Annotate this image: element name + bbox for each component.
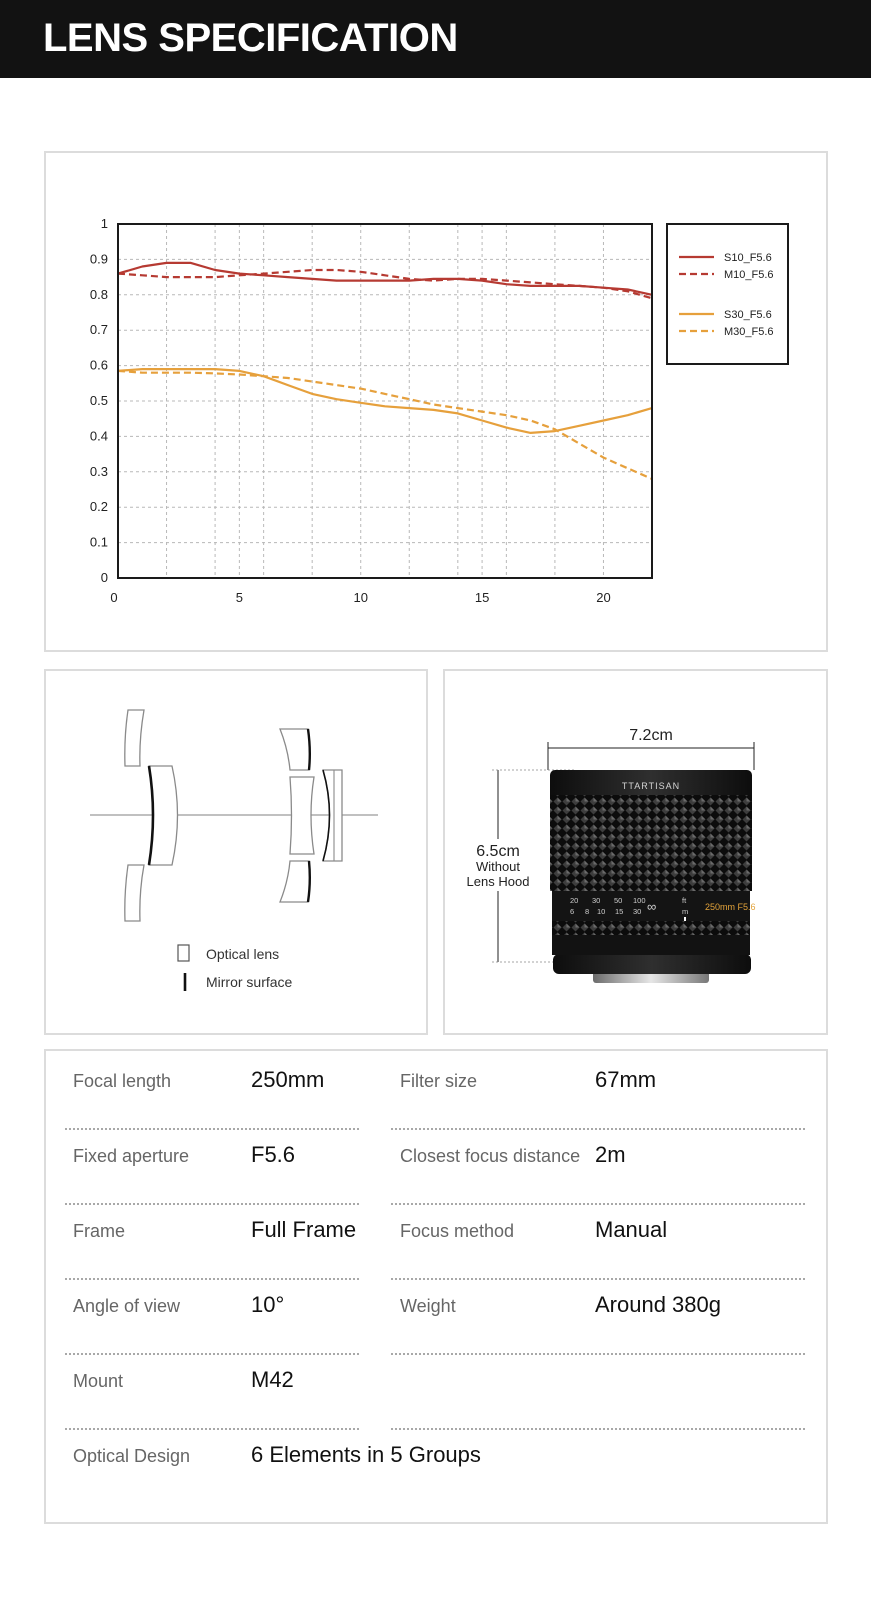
spec-label-left: Angle of view xyxy=(73,1296,181,1316)
lens-product-image xyxy=(550,770,756,983)
spec-row xyxy=(46,1426,830,1501)
height-dimension-label: 6.5cm xyxy=(476,843,520,860)
svg-text:8: 8 xyxy=(585,907,590,916)
svg-text:ft: ft xyxy=(682,896,687,905)
series-line-m10-f5-6 xyxy=(118,270,652,298)
x-tick-label: 15 xyxy=(474,590,490,605)
lens-focus-ring xyxy=(550,795,752,891)
svg-text:50: 50 xyxy=(614,896,623,905)
chart-legend xyxy=(667,224,788,364)
height-note-line1: Without xyxy=(475,859,521,874)
spec-label-right: Focus method xyxy=(400,1221,515,1241)
spec-value-left: 10° xyxy=(251,1292,285,1317)
x-axis-ticks xyxy=(110,590,610,605)
x-tick-label: 10 xyxy=(353,590,368,605)
lens-dimension-drawing xyxy=(445,671,826,1033)
legend-label: M30_F5.6 xyxy=(724,326,774,338)
lens-element-rear-top xyxy=(280,729,310,770)
y-tick-label: 0.2 xyxy=(89,499,108,515)
lens-brand: TTARTISAN xyxy=(621,781,681,791)
spec-label-right: Weight xyxy=(400,1296,456,1316)
spec-label-right: Filter size xyxy=(400,1071,478,1091)
spec-label-left: Focal length xyxy=(73,1071,172,1091)
y-tick-label: 0.4 xyxy=(89,428,108,444)
spec-value-right: 67mm xyxy=(595,1067,657,1092)
spec-row xyxy=(46,1201,830,1276)
page-title: LENS SPECIFICATION xyxy=(43,16,458,60)
y-tick-label: 0.7 xyxy=(89,322,108,338)
svg-text:30: 30 xyxy=(592,896,601,905)
spec-value-left: 6 Elements in 5 Groups xyxy=(251,1442,481,1467)
svg-text:10: 10 xyxy=(597,907,606,916)
specs-table xyxy=(44,1049,828,1524)
spec-row xyxy=(46,1126,830,1201)
spec-row xyxy=(46,1051,830,1126)
mtf-chart-panel xyxy=(44,151,828,652)
y-tick-label: 0.1 xyxy=(89,534,108,550)
lens-element-rear-bottom xyxy=(280,861,310,902)
spec-label-right: Closest focus distance xyxy=(400,1146,581,1166)
svg-text:20: 20 xyxy=(570,896,579,905)
optical-lens-legend-icon xyxy=(178,945,189,961)
spec-value-right: Around 380g xyxy=(595,1292,721,1317)
x-tick-label: 5 xyxy=(235,590,243,605)
svg-text:30: 30 xyxy=(633,907,642,916)
spec-value-left: F5.6 xyxy=(251,1142,296,1167)
spec-value-right: Manual xyxy=(595,1217,668,1242)
svg-text:∞: ∞ xyxy=(647,899,657,914)
lens-dimensions-panel xyxy=(443,669,828,1035)
y-tick-label: 0 xyxy=(100,570,108,585)
optical-diagram-panel xyxy=(44,669,428,1035)
svg-text:m: m xyxy=(682,907,689,916)
legend-label: S30_F5.6 xyxy=(724,309,772,321)
series-line-m30-f5-6 xyxy=(118,371,652,479)
y-tick-label: 0.9 xyxy=(89,251,108,267)
lens-model-marking: 250mm F5.6 xyxy=(705,902,756,912)
spec-label-left: Frame xyxy=(73,1221,126,1241)
y-tick-label: 0.3 xyxy=(89,463,108,479)
mtf-chart xyxy=(46,153,826,650)
lens-element-rear-center xyxy=(290,777,314,854)
svg-text:6: 6 xyxy=(570,907,575,916)
optical-lens-legend-label: Optical lens xyxy=(206,946,280,962)
legend-frame xyxy=(667,224,788,364)
page-header xyxy=(0,0,871,78)
legend-label: M10_F5.6 xyxy=(724,269,774,281)
lens-element-top-small xyxy=(125,710,144,766)
y-tick-label: 0.6 xyxy=(89,357,108,373)
spec-row xyxy=(46,1351,830,1426)
mirror-surface-legend-label: Mirror surface xyxy=(206,974,293,990)
x-tick-label: 0 xyxy=(110,590,118,605)
spec-value-left: M42 xyxy=(251,1367,294,1392)
y-tick-label: 1 xyxy=(100,216,108,231)
series-line-s10-f5-6 xyxy=(118,263,652,295)
spec-row xyxy=(46,1276,830,1351)
y-axis-ticks xyxy=(90,216,108,585)
spec-value-left: 250mm xyxy=(251,1067,325,1092)
lens-element-bottom-small xyxy=(125,865,144,921)
x-tick-label: 20 xyxy=(596,590,611,605)
y-tick-label: 0.5 xyxy=(89,393,108,408)
spec-value-right: 2m xyxy=(595,1142,626,1167)
spec-label-left: Fixed aperture xyxy=(73,1146,190,1166)
svg-text:15: 15 xyxy=(615,907,624,916)
spec-label-left: Mount xyxy=(73,1371,124,1391)
height-note-line2: Lens Hood xyxy=(466,874,530,889)
spec-value-left: Full Frame xyxy=(251,1217,357,1242)
svg-text:100: 100 xyxy=(633,896,646,905)
y-tick-label: 0.8 xyxy=(89,286,108,302)
width-dimension-label: 7.2cm xyxy=(629,727,673,744)
optical-diagram xyxy=(46,671,426,1033)
legend-label: S10_F5.6 xyxy=(724,252,772,264)
spec-label-left: Optical Design xyxy=(73,1446,191,1466)
